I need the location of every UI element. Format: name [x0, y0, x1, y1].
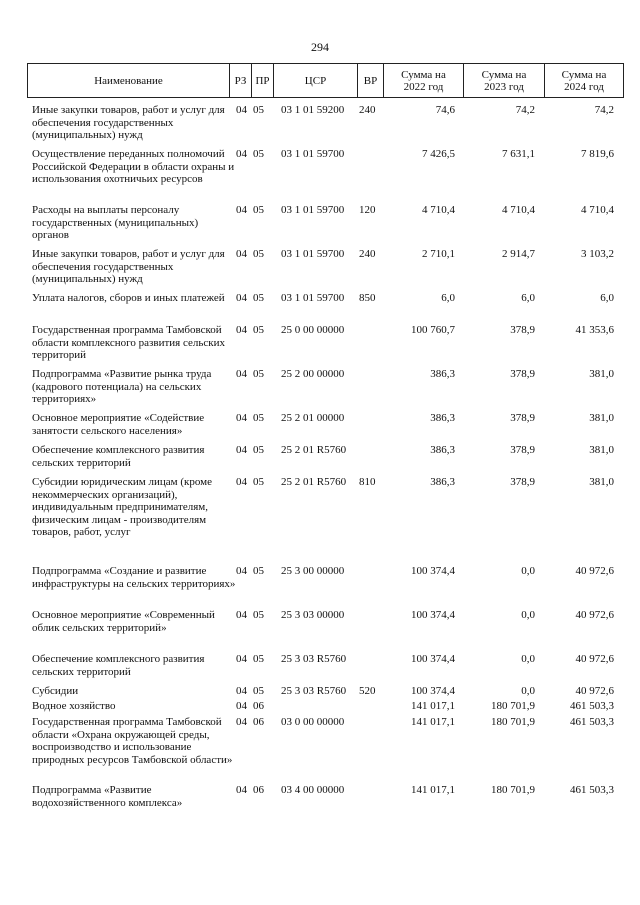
- row-pr: 05: [253, 609, 264, 621]
- row-sum-2024: 381,0: [589, 412, 614, 424]
- row-sum-2023: 378,9: [510, 444, 535, 456]
- row-name: Государственная программа Тамбовской области комплексного развития сельских территорий: [32, 324, 225, 361]
- row-pr: 05: [253, 653, 264, 665]
- row-pr: 05: [253, 368, 264, 380]
- row-sum-2023: 180 701,9: [491, 716, 535, 728]
- row-name: Обеспечение комплексного развития сельских территорий: [32, 653, 205, 678]
- row-rz: 04: [236, 148, 247, 160]
- row-csr: 25 3 03 R5760: [281, 685, 347, 697]
- row-csr: 25 3 03 00000: [281, 609, 345, 621]
- row-rz: 04: [236, 292, 247, 304]
- header-name: Наименование: [28, 64, 230, 97]
- row-sum-2023: 378,9: [510, 368, 535, 380]
- row-csr: 25 3 03 R5760: [281, 653, 347, 665]
- table-row: [0, 292, 640, 324]
- row-sum-2022: 386,3: [430, 444, 455, 456]
- table-row: [0, 444, 640, 476]
- header-sum-2023: Сумма на 2023 год: [464, 64, 545, 97]
- row-rz: 04: [236, 444, 247, 456]
- row-rz: 04: [236, 700, 247, 712]
- row-rz: 04: [236, 609, 247, 621]
- row-name: Уплата налогов, сборов и иных платежей: [32, 292, 225, 304]
- row-sum-2024: 381,0: [589, 476, 614, 488]
- row-sum-2022: 7 426,5: [422, 148, 455, 160]
- row-rz: 04: [236, 204, 247, 216]
- row-csr: 25 2 00 00000: [281, 368, 345, 380]
- row-name: Расходы на выплаты персоналу государственных (муниципальных) органов: [32, 204, 199, 241]
- row-vr: 810: [359, 476, 376, 488]
- row-rz: 04: [236, 716, 247, 728]
- row-sum-2024: 381,0: [589, 368, 614, 380]
- row-pr: 05: [253, 565, 264, 577]
- row-sum-2022: 141 017,1: [411, 716, 455, 728]
- header-rz: РЗ: [230, 64, 252, 97]
- row-name: Основное мероприятие «Содействие занятости сельского населения»: [32, 412, 205, 437]
- row-sum-2022: 386,3: [430, 368, 455, 380]
- row-csr: 03 1 01 59200: [281, 104, 345, 116]
- row-pr: 05: [253, 412, 264, 424]
- row-sum-2022: 4 710,4: [422, 204, 455, 216]
- row-name: Подпрограмма «Создание и развитие инфраструктуры на сельских территориях»: [32, 565, 236, 590]
- table-row: [0, 784, 640, 814]
- row-csr: 25 2 01 00000: [281, 412, 345, 424]
- row-sum-2023: 4 710,4: [502, 204, 535, 216]
- row-rz: 04: [236, 412, 247, 424]
- row-pr: 05: [253, 104, 264, 116]
- row-sum-2024: 40 972,6: [575, 609, 614, 621]
- row-pr: 06: [253, 700, 264, 712]
- row-rz: 04: [236, 565, 247, 577]
- row-sum-2023: 74,2: [515, 104, 535, 116]
- row-pr: 05: [253, 476, 264, 488]
- row-sum-2022: 100 374,4: [411, 609, 455, 621]
- row-pr: 05: [253, 292, 264, 304]
- table-row: [0, 685, 640, 700]
- row-sum-2024: 461 503,3: [570, 716, 614, 728]
- page-number: 294: [311, 40, 329, 54]
- row-vr: 240: [359, 104, 376, 116]
- row-csr: 25 2 01 R5760: [281, 444, 347, 456]
- row-sum-2022: 141 017,1: [411, 784, 455, 796]
- row-pr: 05: [253, 248, 264, 260]
- table-row: [0, 609, 640, 653]
- table-row: [0, 148, 640, 204]
- row-sum-2022: 100 374,4: [411, 565, 455, 577]
- row-rz: 04: [236, 784, 247, 796]
- row-name: Субсидии юридическим лицам (кроме некоммерческих организаций), индивидуальным предпринимателям, физическим лицам - производителям товаров, работ, услуг: [32, 476, 213, 538]
- row-pr: 05: [253, 444, 264, 456]
- row-csr: 03 1 01 59700: [281, 292, 345, 304]
- header-vr: ВР: [358, 64, 384, 97]
- row-sum-2023: 180 701,9: [491, 700, 535, 712]
- row-sum-2023: 0,0: [521, 653, 535, 665]
- row-pr: 05: [253, 685, 264, 697]
- row-csr: 25 0 00 00000: [281, 324, 345, 336]
- row-sum-2022: 74,6: [435, 104, 455, 116]
- row-sum-2022: 386,3: [430, 412, 455, 424]
- row-sum-2024: 461 503,3: [570, 784, 614, 796]
- row-rz: 04: [236, 476, 247, 488]
- row-sum-2024: 3 103,2: [581, 248, 614, 260]
- row-csr: 03 1 01 59700: [281, 204, 345, 216]
- row-sum-2023: 0,0: [521, 609, 535, 621]
- row-pr: 05: [253, 324, 264, 336]
- row-csr: 03 0 00 00000: [281, 716, 345, 728]
- row-sum-2024: 461 503,3: [570, 700, 614, 712]
- row-sum-2024: 74,2: [594, 104, 614, 116]
- row-name: Подпрограмма «Развитие рынка труда (кадрового потенциала) на сельских территориях»: [32, 368, 212, 405]
- table-row: [0, 248, 640, 292]
- row-name: Иные закупки товаров, работ и услуг для обеспечения государственных (муниципальных) нужд: [32, 248, 225, 285]
- row-pr: 06: [253, 784, 264, 796]
- table-header: [27, 63, 624, 98]
- row-csr: 25 2 01 R5760: [281, 476, 347, 488]
- row-sum-2024: 7 819,6: [581, 148, 614, 160]
- row-vr: 240: [359, 248, 376, 260]
- row-rz: 04: [236, 685, 247, 697]
- table-row: [0, 324, 640, 368]
- row-rz: 04: [236, 104, 247, 116]
- row-rz: 04: [236, 324, 247, 336]
- table-row: [0, 476, 640, 565]
- row-rz: 04: [236, 368, 247, 380]
- row-sum-2024: 41 353,6: [575, 324, 614, 336]
- row-vr: 850: [359, 292, 376, 304]
- row-sum-2024: 40 972,6: [575, 653, 614, 665]
- row-sum-2024: 6,0: [600, 292, 614, 304]
- row-sum-2022: 100 760,7: [411, 324, 455, 336]
- row-name: Осуществление переданных полномочий Российской Федерации в области охраны и использования охотничьих ресурсов: [32, 148, 235, 185]
- table-row: [0, 368, 640, 412]
- header-csr: ЦСР: [274, 64, 358, 97]
- row-csr: 25 3 00 00000: [281, 565, 345, 577]
- row-sum-2023: 378,9: [510, 476, 535, 488]
- table-row: [0, 565, 640, 609]
- row-vr: 120: [359, 204, 376, 216]
- row-sum-2023: 180 701,9: [491, 784, 535, 796]
- row-sum-2022: 141 017,1: [411, 700, 455, 712]
- table-body: [0, 104, 640, 814]
- row-sum-2022: 100 374,4: [411, 653, 455, 665]
- header-pr: ПР: [252, 64, 274, 97]
- row-name: Водное хозяйство: [32, 700, 116, 712]
- row-sum-2024: 4 710,4: [581, 204, 614, 216]
- table-row: [0, 700, 640, 716]
- row-name: Обеспечение комплексного развития сельских территорий: [32, 444, 205, 469]
- row-pr: 05: [253, 204, 264, 216]
- row-sum-2022: 386,3: [430, 476, 455, 488]
- row-csr: 03 1 01 59700: [281, 148, 345, 160]
- row-name: Государственная программа Тамбовской области «Охрана окружающей среды, воспроизводство и использование природных ресурсов Тамбовской области»: [32, 716, 233, 766]
- row-sum-2023: 6,0: [521, 292, 535, 304]
- row-sum-2022: 100 374,4: [411, 685, 455, 697]
- row-rz: 04: [236, 653, 247, 665]
- row-name: Иные закупки товаров, работ и услуг для обеспечения государственных (муниципальных) нужд: [32, 104, 225, 141]
- row-pr: 05: [253, 148, 264, 160]
- row-sum-2022: 6,0: [441, 292, 455, 304]
- row-name: Субсидии: [32, 685, 79, 697]
- table-row: [0, 204, 640, 248]
- header-sum-2024: Сумма на 2024 год: [561, 68, 607, 93]
- table-row: [0, 653, 640, 685]
- row-sum-2024: 381,0: [589, 444, 614, 456]
- row-sum-2023: 7 631,1: [502, 148, 535, 160]
- row-sum-2023: 2 914,7: [502, 248, 535, 260]
- table-row: [0, 716, 640, 784]
- header-sum-2022: Сумма на 2022 год: [384, 64, 464, 97]
- row-name: Основное мероприятие «Современный облик сельских территорий»: [32, 609, 215, 634]
- row-sum-2023: 378,9: [510, 412, 535, 424]
- table-row: [0, 104, 640, 148]
- row-csr: 03 4 00 00000: [281, 784, 345, 796]
- row-sum-2022: 2 710,1: [422, 248, 455, 260]
- row-sum-2023: 378,9: [510, 324, 535, 336]
- row-vr: 520: [359, 685, 376, 697]
- table-row: [0, 412, 640, 444]
- row-csr: 03 1 01 59700: [281, 248, 345, 260]
- row-rz: 04: [236, 248, 247, 260]
- row-sum-2023: 0,0: [521, 565, 535, 577]
- row-name: Подпрограмма «Развитие водохозяйственного комплекса»: [32, 784, 183, 809]
- row-sum-2024: 40 972,6: [575, 685, 614, 697]
- row-sum-2024: 40 972,6: [575, 565, 614, 577]
- row-pr: 06: [253, 716, 264, 728]
- row-sum-2023: 0,0: [521, 685, 535, 697]
